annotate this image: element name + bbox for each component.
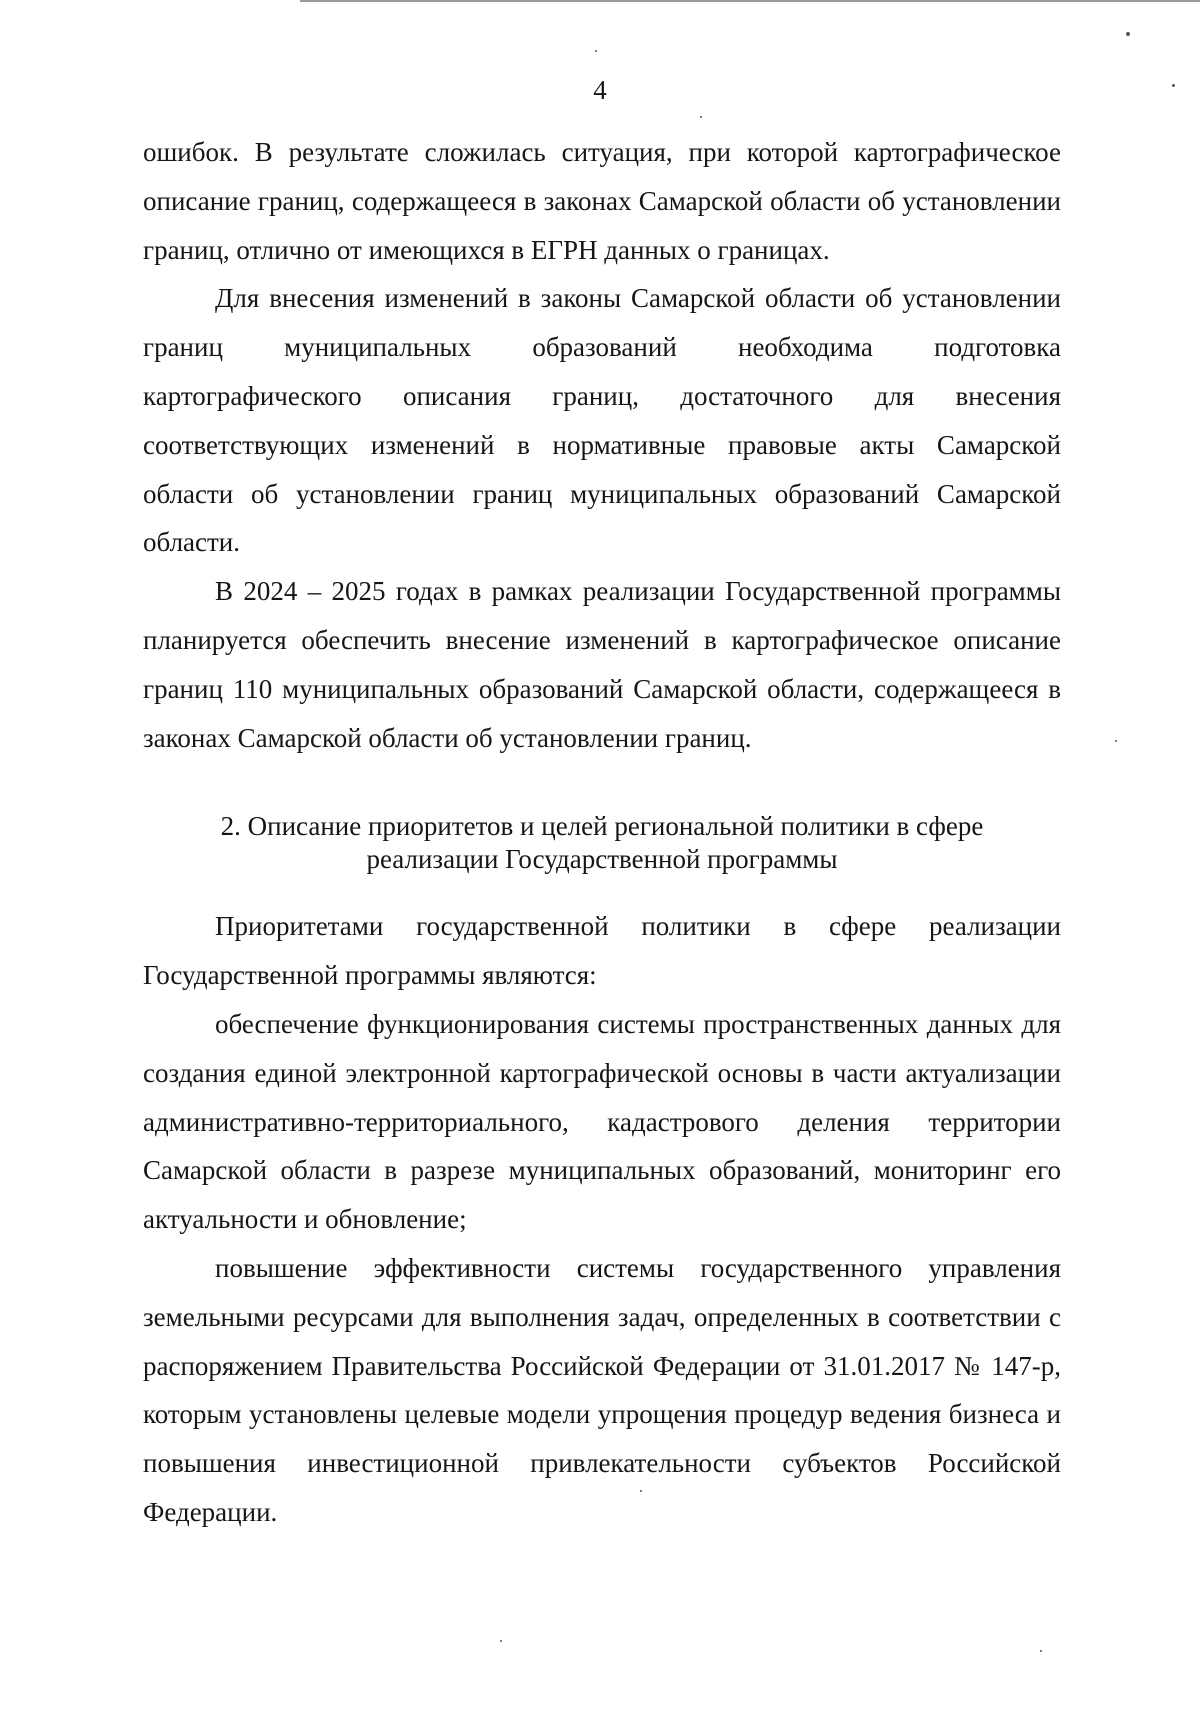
scan-speck [500,1640,502,1642]
paragraph-amendments: Для внесения изменений в законы Самарской области об установлении границ муниципальных образований необходима подготовка картографического описания границ, достаточного для внесения соответствующих изменений в нормативные правовые акты Самарской области об установлении границ муниципальных образований Самарской области. [143,283,1061,558]
scan-speck [1115,740,1117,742]
paragraph-priority-land-management: повышение эффективности системы государственного управления земельными ресурсами для выполнения задач, определенных в соответствии с распоряжением Правительства Российской Федерации от 31.01.2017 № 147-р, которым установлены целевые модели упрощения процедур ведения бизнеса и повышения инвестиционной привлекательности субъектов Российской Федерации. [143,1252,1061,1527]
scan-speck [1172,84,1175,87]
scan-speck [700,116,702,118]
scan-edge-line [300,0,1200,2]
scan-speck [1126,32,1130,36]
scan-speck [595,50,597,52]
scan-speck [1040,1650,1042,1652]
paragraph-continuation: ошибок. В результате сложилась ситуация, при которой картографическое описание границ, содержащееся в законах Самарской области об установлении границ, отлично от имеющихся в ЕГРН данных о границах. [143,137,1061,265]
paragraph-plans-2024-2025: В 2024 – 2025 годах в рамках реализации Государственной программы планируется обеспечить внесение изменений в картографическое описание границ 110 муниципальных образований Самарской области, содержащееся в законах Самарской области об установлении границ. [143,576,1061,753]
document-body [143,128,1061,1537]
paragraph-priority-spatial-data: обеспечение функционирования системы пространственных данных для создания единой электронной картографической основы в части актуализации административно-территориального, кадастрового деления территории Самарской области в разрезе муниципальных образований, мониторинг его актуальности и обновление; [143,1008,1061,1235]
page-number: 4 [593,75,607,105]
scan-speck [640,1490,642,1492]
section-heading: 2. Описание приоритетов и целей региональной политики в сфере реализации Государственной программы [220,811,984,875]
paragraph-priorities-intro: Приоритетами государственной политики в сфере реализации Государственной программы являются: [143,911,1061,991]
